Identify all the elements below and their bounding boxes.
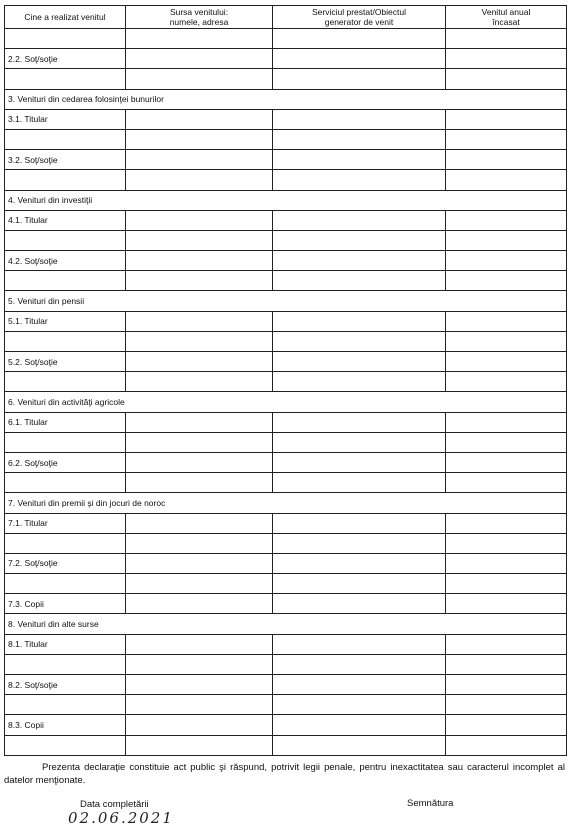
table-row: [5, 432, 567, 452]
table-cell: [126, 452, 273, 472]
table-cell: [126, 553, 273, 573]
table-cell: [446, 695, 567, 715]
table-cell: [126, 695, 273, 715]
table-cell: [5, 533, 126, 553]
table-cell: [446, 129, 567, 149]
subsection-row: [5, 513, 567, 533]
table-cell: [446, 412, 567, 432]
table-cell: [273, 473, 446, 493]
table-cell: [446, 735, 567, 755]
table-row: [5, 533, 567, 553]
section-title: 3. Venituri din cedarea folosinţei bunurilor: [5, 89, 567, 109]
table-cell: [126, 331, 273, 351]
table-cell: [126, 352, 273, 372]
table-cell: [5, 230, 126, 250]
table-cell: [126, 432, 273, 452]
table-cell: [273, 513, 446, 533]
table-cell: [273, 170, 446, 190]
table-cell: [273, 574, 446, 594]
table-cell: [126, 594, 273, 614]
table-row: [5, 735, 567, 755]
table-cell: [126, 49, 273, 69]
table-cell: [126, 230, 273, 250]
table-cell: [446, 251, 567, 271]
table-cell: [126, 251, 273, 271]
table-header-row: [5, 6, 567, 29]
section-row: [5, 493, 567, 513]
table-cell: [126, 29, 273, 49]
table-row: [5, 331, 567, 351]
table-cell: [273, 452, 446, 472]
table-cell: [273, 412, 446, 432]
table-cell: [126, 372, 273, 392]
table-cell: [446, 452, 567, 472]
table-cell: [446, 230, 567, 250]
section-row: [5, 291, 567, 311]
table-cell: [126, 513, 273, 533]
table-cell: [126, 412, 273, 432]
earner-cell: 4.1. Titular: [5, 210, 126, 230]
section-title: 5. Venituri din pensii: [5, 291, 567, 311]
table-cell: [446, 574, 567, 594]
subsection-row: [5, 49, 567, 69]
subsection-row: [5, 311, 567, 331]
table-cell: [273, 129, 446, 149]
table-cell: [126, 109, 273, 129]
table-cell: [5, 372, 126, 392]
table-cell: [273, 715, 446, 735]
table-cell: [126, 311, 273, 331]
table-cell: [446, 553, 567, 573]
section-title: 8. Venituri din alte surse: [5, 614, 567, 634]
section-row: [5, 89, 567, 109]
table-cell: [446, 372, 567, 392]
earner-cell: 7.1. Titular: [5, 513, 126, 533]
earner-cell: 3.2. Soţ/soţie: [5, 150, 126, 170]
table-cell: [273, 230, 446, 250]
table-cell: [446, 594, 567, 614]
table-cell: [126, 69, 273, 89]
table-cell: [446, 170, 567, 190]
table-cell: [446, 109, 567, 129]
section-title: 4. Venituri din investiţii: [5, 190, 567, 210]
earner-cell: 2.2. Soţ/soţie: [5, 49, 126, 69]
earner-cell: 7.3. Copii: [5, 594, 126, 614]
table-row: [5, 230, 567, 250]
table-cell: [446, 271, 567, 291]
table-cell: [126, 210, 273, 230]
table-cell: [273, 271, 446, 291]
column-header-earner: Cine a realizat venitul: [5, 6, 126, 29]
subsection-row: [5, 452, 567, 472]
table-cell: [273, 533, 446, 553]
table-cell: [126, 473, 273, 493]
table-cell: [126, 634, 273, 654]
table-cell: [273, 150, 446, 170]
table-cell: [446, 29, 567, 49]
completion-date-label: Data completării: [80, 799, 149, 810]
table-cell: [273, 311, 446, 331]
table-row: [5, 129, 567, 149]
table-cell: [273, 675, 446, 695]
subsection-row: [5, 412, 567, 432]
earner-cell: 5.1. Titular: [5, 311, 126, 331]
income-table: [4, 5, 567, 756]
table-cell: [126, 735, 273, 755]
subsection-row: [5, 109, 567, 129]
table-cell: [446, 654, 567, 674]
table-cell: [273, 654, 446, 674]
table-cell: [5, 129, 126, 149]
table-row: [5, 372, 567, 392]
table-cell: [126, 129, 273, 149]
column-header-annual-income: Venitul anual încasat: [446, 6, 567, 29]
section-title: 7. Venituri din premii şi din jocuri de noroc: [5, 493, 567, 513]
table-cell: [446, 352, 567, 372]
table-cell: [126, 170, 273, 190]
table-cell: [273, 352, 446, 372]
table-cell: [446, 150, 567, 170]
earner-cell: 5.2. Soţ/soţie: [5, 352, 126, 372]
table-cell: [126, 574, 273, 594]
completion-date-handwritten: 02.06.2021: [68, 809, 174, 827]
table-cell: [273, 331, 446, 351]
subsection-row: [5, 352, 567, 372]
table-row: [5, 574, 567, 594]
table-cell: [126, 533, 273, 553]
table-row: [5, 29, 567, 49]
table-cell: [5, 654, 126, 674]
table-cell: [273, 29, 446, 49]
table-cell: [446, 634, 567, 654]
table-row: [5, 473, 567, 493]
table-cell: [126, 271, 273, 291]
earner-cell: 6.2. Soţ/soţie: [5, 452, 126, 472]
section-title: 6. Venituri din activităţi agricole: [5, 392, 567, 412]
earner-cell: 6.1. Titular: [5, 412, 126, 432]
table-cell: [273, 594, 446, 614]
subsection-row: [5, 634, 567, 654]
column-header-source: Sursa venitului: numele, adresa: [126, 6, 273, 29]
table-cell: [273, 634, 446, 654]
declaration-text: Prezenta declaraţie constituie act public şi răspund, potrivit legii penale, pentru inexactitatea sau caracterul incomplet al datelor menţionate.: [4, 762, 565, 786]
table-cell: [5, 331, 126, 351]
table-cell: [273, 372, 446, 392]
signature-label: Semnătura: [407, 798, 454, 809]
earner-cell: 3.1. Titular: [5, 109, 126, 129]
table-cell: [446, 49, 567, 69]
table-cell: [5, 735, 126, 755]
table-cell: [446, 473, 567, 493]
table-cell: [126, 654, 273, 674]
table-cell: [5, 29, 126, 49]
table-row: [5, 695, 567, 715]
table-cell: [5, 69, 126, 89]
earner-cell: 8.3. Copii: [5, 715, 126, 735]
table-cell: [446, 513, 567, 533]
table-cell: [273, 553, 446, 573]
section-row: [5, 614, 567, 634]
table-cell: [273, 251, 446, 271]
table-cell: [446, 675, 567, 695]
table-row: [5, 69, 567, 89]
earner-cell: 8.2. Soţ/soţie: [5, 675, 126, 695]
table-cell: [5, 695, 126, 715]
table-cell: [446, 69, 567, 89]
table-cell: [273, 432, 446, 452]
table-cell: [5, 271, 126, 291]
table-cell: [5, 473, 126, 493]
column-header-service: Serviciul prestat/Obiectul generator de venit: [273, 6, 446, 29]
table-cell: [273, 109, 446, 129]
table-cell: [126, 715, 273, 735]
table-cell: [5, 170, 126, 190]
table-cell: [273, 695, 446, 715]
section-row: [5, 190, 567, 210]
table-cell: [446, 331, 567, 351]
table-body: [5, 29, 567, 756]
subsection-row: [5, 150, 567, 170]
subsection-row: [5, 210, 567, 230]
table-row: [5, 170, 567, 190]
table-cell: [446, 432, 567, 452]
table-cell: [446, 715, 567, 735]
table-cell: [273, 49, 446, 69]
table-row: [5, 271, 567, 291]
table-cell: [273, 69, 446, 89]
table-cell: [5, 432, 126, 452]
table-cell: [5, 574, 126, 594]
table-cell: [446, 210, 567, 230]
table-cell: [273, 735, 446, 755]
earner-cell: 4.2. Soţ/soţie: [5, 251, 126, 271]
table-row: [5, 654, 567, 674]
table-cell: [446, 533, 567, 553]
subsection-row: [5, 553, 567, 573]
section-row: [5, 392, 567, 412]
subsection-row: [5, 594, 567, 614]
earner-cell: 7.2. Soţ/soţie: [5, 553, 126, 573]
subsection-row: [5, 251, 567, 271]
table-cell: [126, 150, 273, 170]
earner-cell: 8.1. Titular: [5, 634, 126, 654]
table-cell: [126, 675, 273, 695]
table-cell: [273, 210, 446, 230]
subsection-row: [5, 715, 567, 735]
subsection-row: [5, 675, 567, 695]
table-cell: [446, 311, 567, 331]
